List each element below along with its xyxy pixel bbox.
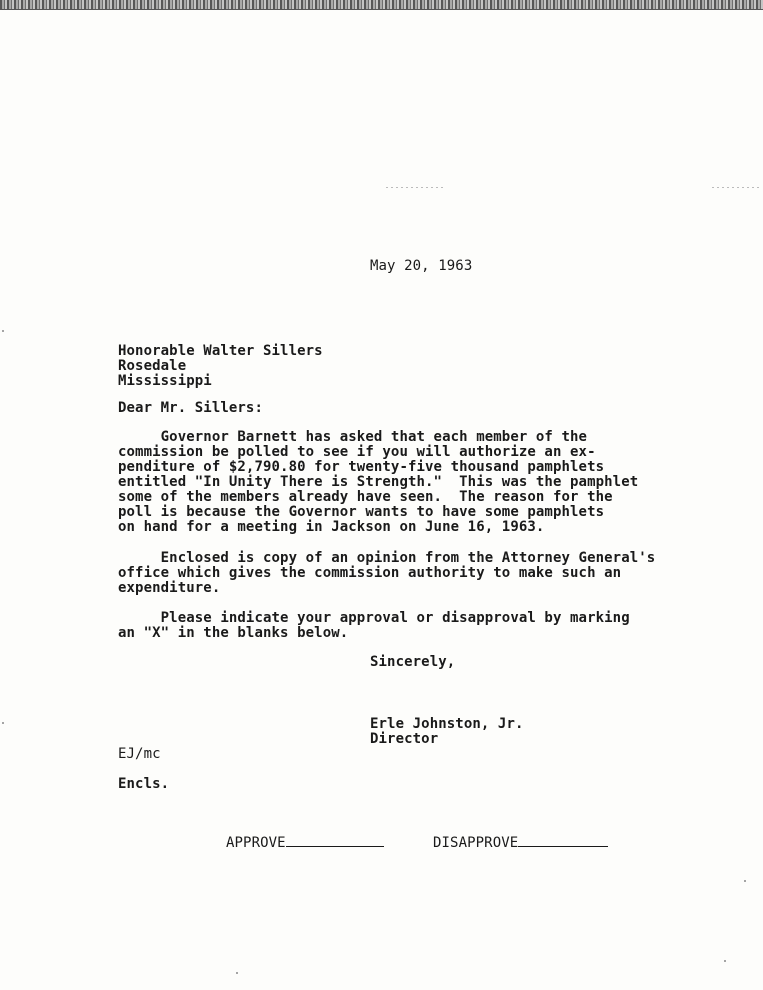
approve-blank[interactable] [286,834,384,847]
scan-speck [236,972,238,974]
typist-initials: EJ/mc [118,746,161,762]
scan-speck [724,960,726,962]
enclosures-note: Encls. [118,776,170,792]
signer-title: Director [370,731,439,747]
approve-field [226,834,384,851]
body-paragraph-3: Please indicate your approval or disapproval by marking an "X" in the blanks below. [118,610,630,641]
salutation: Dear Mr. Sillers: [118,400,263,416]
recipient-state: Mississippi [118,373,212,389]
scan-top-edge [0,0,763,9]
disapprove-blank[interactable] [518,834,608,847]
recipient-city: Rosedale [118,358,187,374]
closing: Sincerely, [370,654,456,670]
disapprove-field [433,834,608,851]
scan-speck [2,330,4,332]
body-paragraph-2: Enclosed is copy of an opinion from the Attorney General's office which gives the commission authority to make such an expenditure. [118,550,656,596]
scan-speck [744,880,746,882]
letter-date: May 20, 1963 [370,258,473,274]
approve-label: APPROVE [226,835,286,851]
signer-name: Erle Johnston, Jr. [370,716,524,732]
signature-block [370,717,524,747]
recipient-address [118,344,323,389]
scan-artifact [712,187,760,188]
scan-artifact [386,187,446,188]
scan-edge-line [0,9,763,10]
scan-speck [2,722,4,724]
recipient-name: Honorable Walter Sillers [118,343,323,359]
body-paragraph-1: Governor Barnett has asked that each member of the commission be polled to see if you will authorize an ex- penditure of $2,790.80 for twenty-five thousand pamphlets entitled "In Unity There is Strength." This was the pamphlet some of the members already have seen. The reason for the poll is because the Governor wants to have some pamphlets on hand for a meeting in Jackson on June 16, 1963. [118,429,639,535]
disapprove-label: DISAPPROVE [433,835,519,851]
